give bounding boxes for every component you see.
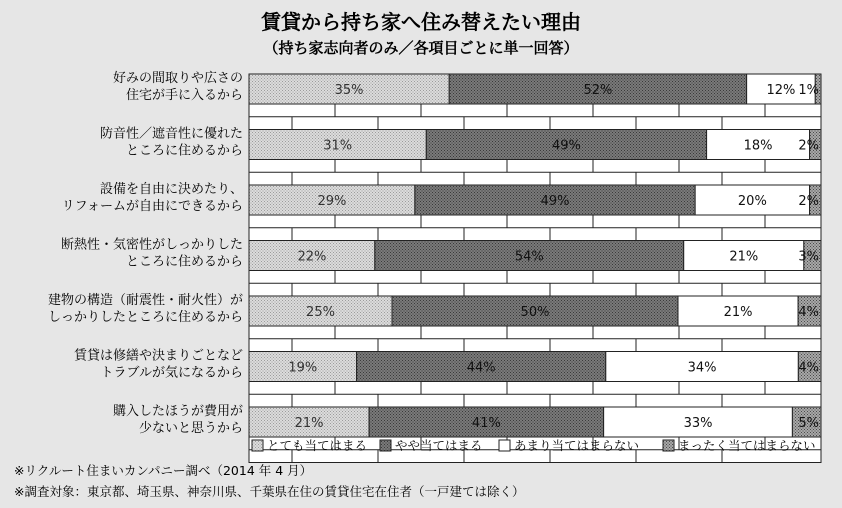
data-label: 29% bbox=[317, 194, 347, 209]
data-label: 31% bbox=[323, 138, 353, 154]
data-label: 34% bbox=[687, 360, 717, 376]
category-label: 防音性／遮音性に優れた bbox=[99, 126, 243, 142]
category-label: 建物の構造（耐震性・耐火性）が bbox=[47, 293, 243, 308]
data-label: 49% bbox=[540, 194, 570, 209]
data-label: 4% bbox=[798, 305, 819, 320]
data-label: 33% bbox=[683, 416, 713, 431]
category-label: 賃貸は修繕や決まりごとなど bbox=[73, 348, 243, 364]
data-label: 21% bbox=[294, 416, 324, 431]
data-label: 22% bbox=[297, 249, 327, 265]
category-label: ところに住めるから bbox=[125, 143, 243, 159]
category-label: 少ないと思うから bbox=[138, 421, 243, 436]
data-label: 19% bbox=[288, 360, 318, 376]
survey-target-note: ※調査対象：東京都、埼玉県、神奈川県、千葉県在住の賃貸住宅在住者（一戸建ては除く） bbox=[14, 484, 525, 499]
legend bbox=[252, 438, 816, 453]
data-label: 35% bbox=[334, 83, 364, 98]
data-label: 2% bbox=[798, 194, 819, 209]
legend-swatch bbox=[663, 440, 674, 451]
category-labels bbox=[48, 71, 243, 436]
data-label: 12% bbox=[766, 83, 796, 98]
category-label: リフォームが自由にできるから bbox=[61, 199, 243, 214]
data-label: 18% bbox=[743, 138, 773, 154]
category-label: ところに住めるから bbox=[125, 254, 243, 270]
legend-swatch bbox=[252, 440, 263, 451]
legend-label: あまり当てはまらない bbox=[514, 438, 640, 453]
data-label: 25% bbox=[306, 305, 335, 320]
legend-swatch bbox=[380, 440, 391, 451]
legend-label: まったく当てはまらない bbox=[678, 438, 816, 453]
source-note: ※リクルート住まいカンパニー調べ（2014 年 4 月） bbox=[14, 463, 313, 478]
category-label: 断熱性・気密性がしっかりした bbox=[60, 237, 243, 253]
data-label: 44% bbox=[466, 360, 496, 376]
legend-label: やや当てはまる bbox=[395, 438, 483, 453]
data-label: 54% bbox=[514, 249, 544, 265]
data-label: 21% bbox=[729, 249, 759, 265]
data-label: 52% bbox=[583, 83, 613, 98]
category-label: 購入したほうが費用が bbox=[112, 404, 243, 419]
legend-label: とても当てはまる bbox=[267, 438, 368, 453]
category-label: 好みの間取りや広さの bbox=[112, 71, 243, 86]
category-label: トラブルが気になるから bbox=[100, 365, 243, 381]
data-label: 4% bbox=[798, 360, 819, 376]
data-label: 41% bbox=[471, 416, 501, 431]
data-label: 50% bbox=[520, 305, 550, 320]
data-label: 1% bbox=[798, 83, 819, 98]
data-label: 2% bbox=[798, 138, 819, 154]
category-label: しっかりしたところに住めるから bbox=[47, 310, 243, 325]
chart-title: 賃貸から持ち家へ住み替えたい理由 bbox=[261, 10, 581, 34]
category-label: 住宅が手に入るから bbox=[125, 88, 243, 103]
data-label: 21% bbox=[723, 305, 753, 320]
legend-swatch bbox=[499, 440, 510, 451]
data-label: 20% bbox=[737, 194, 767, 209]
data-label: 5% bbox=[798, 416, 819, 431]
chart-subtitle: （持ち家志向者のみ／各項目ごとに単一回答） bbox=[263, 39, 579, 57]
data-label: 49% bbox=[552, 138, 581, 154]
category-label: 設備を自由に決めたり、 bbox=[99, 182, 243, 197]
data-label: 3% bbox=[798, 249, 819, 265]
